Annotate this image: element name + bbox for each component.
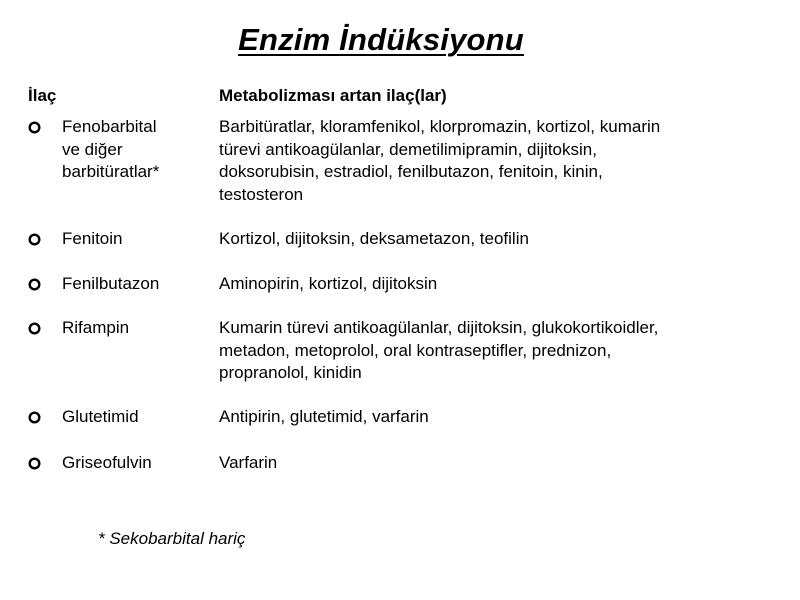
metabolized-line: Aminopirin, kortizol, dijitoksin: [219, 274, 438, 293]
metabolized-drugs: [219, 406, 779, 429]
metabolized-line: Kumarin türevi antikoagülanlar, dijitoksin, glukokortikoidler,: [219, 318, 659, 337]
drug-name: [62, 317, 212, 340]
drug-name: [62, 452, 212, 475]
metabolized-line: Antipirin, glutetimid, varfarin: [219, 407, 429, 426]
drug-name-line: Fenilbutazon: [62, 274, 160, 293]
bullet-icon: [28, 322, 41, 335]
metabolized-line: testosteron: [219, 184, 304, 204]
metabolized-drugs: [219, 116, 779, 206]
metabolized-drugs: [219, 452, 779, 475]
bullet-icon: [28, 278, 41, 291]
drug-name: [62, 116, 212, 184]
drug-name: [62, 273, 212, 296]
metabolized-line: Barbitüratlar, kloramfenikol, klorpromazin, kortizol, kumarin: [219, 117, 661, 136]
column-header-metabolized: Metabolizması artan ilaç(lar): [219, 86, 447, 105]
drug-name-line: barbitüratlar*: [62, 162, 160, 181]
page-title: Enzim İndüksiyonu: [238, 22, 524, 57]
bullet-icon: [28, 233, 41, 246]
metabolized-line: doksorubisin, estradiol, fenilbutazon, fenitoin, kinin,: [219, 162, 603, 181]
drug-name-line: ve diğer: [62, 139, 123, 159]
metabolized-line: propranolol, kinidin: [219, 363, 362, 382]
drug-name-line: Griseofulvin: [62, 453, 152, 472]
drug-name-line: Fenitoin: [62, 229, 123, 248]
metabolized-drugs: [219, 273, 779, 296]
metabolized-line: Varfarin: [219, 453, 278, 472]
bullet-icon: [28, 457, 41, 470]
drug-name-line: Fenobarbital: [62, 117, 157, 136]
drug-name-line: Glutetimid: [62, 407, 139, 426]
drug-name: [62, 406, 212, 429]
metabolized-line: metadon, metoprolol, oral kontraseptifler, prednizon,: [219, 340, 612, 360]
bullet-icon: [28, 121, 41, 134]
drug-name-line: Rifampin: [62, 318, 130, 337]
bullet-icon: [28, 411, 41, 424]
metabolized-drugs: [219, 228, 779, 251]
drug-name: [62, 228, 212, 251]
metabolized-drugs: [219, 317, 779, 385]
column-header-drug: İlaç: [28, 86, 57, 105]
metabolized-line: türevi antikoagülanlar, demetilimipramin, dijitoksin,: [219, 139, 597, 159]
metabolized-line: Kortizol, dijitoksin, deksametazon, teofilin: [219, 229, 529, 248]
footnote: * Sekobarbital hariç: [98, 529, 246, 548]
